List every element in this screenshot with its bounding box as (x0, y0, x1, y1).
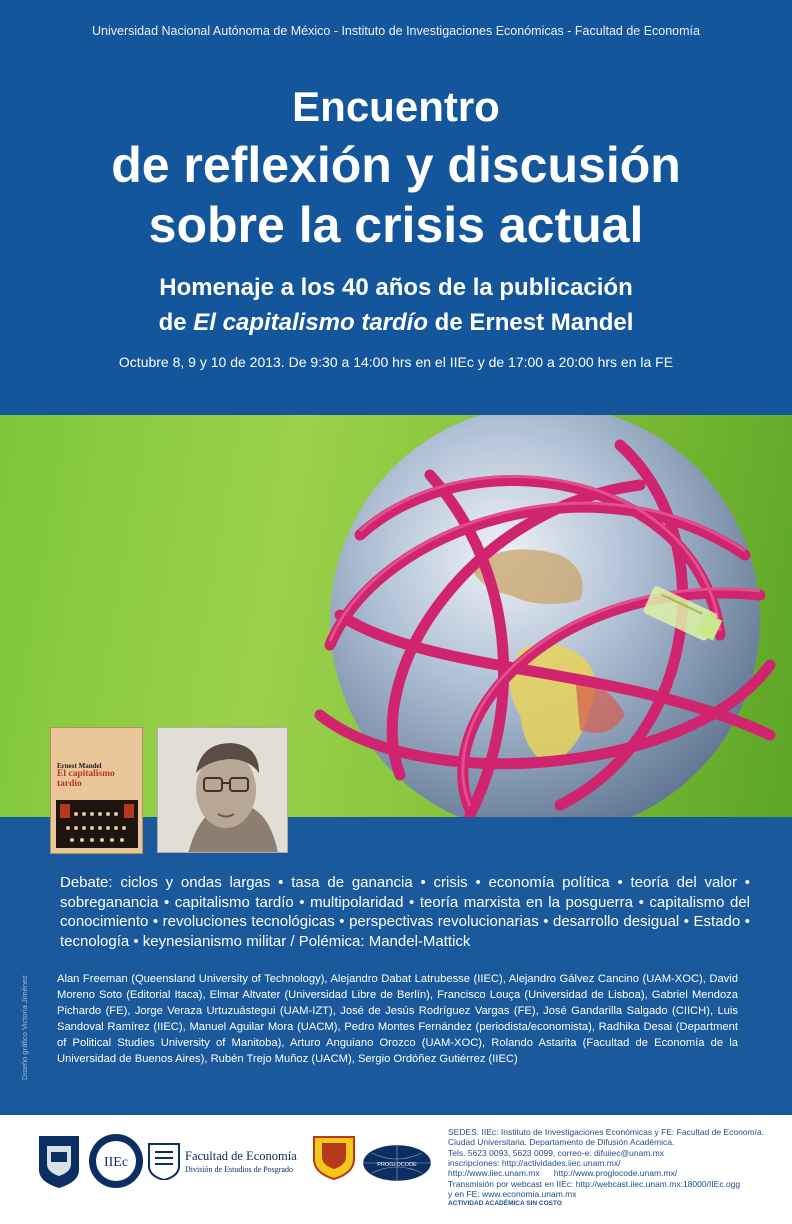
info-line: SEDES: IIEc: Instituto de Investigaciones Económicas y FE: Facultad de Economía. (448, 1127, 765, 1137)
proglocode-globe-icon (360, 1137, 434, 1183)
subtitle-pre: de (158, 309, 194, 336)
event-date: Octubre 8, 9 y 10 de 2013. De 9:30 a 14:00 hrs en el IIEc y de 17:00 a 20:00 hrs en la FE (118, 354, 674, 370)
title-line-1: Encuentro (292, 83, 500, 130)
info-line: http://www.iiec.unam.mx http://www.proglocode.unam.mx/ (448, 1168, 678, 1179)
header-band (0, 0, 792, 415)
proglocode-logo-text: PROGLOCODE (377, 1162, 417, 1168)
book-title (57, 770, 115, 790)
info-line: Tels. 5623 0093, 5623 0099, correo-e: difuiiec@unam.mx (448, 1147, 665, 1158)
book-cover (50, 727, 143, 854)
subtitle-line-1: Homenaje a los 40 años de la publicación (159, 274, 633, 301)
book-cover-artwork (56, 800, 138, 848)
fe-name: Facultad de Economía (185, 1149, 297, 1163)
fe-division: División de Estudios de Posgrado (185, 1165, 293, 1174)
institutions-line: Universidad Nacional Autónoma de México - Instituto de Investigaciones Económicas - Facultad de Economía (92, 24, 700, 38)
shield-logo-icon (312, 1131, 356, 1181)
info-line: Ciudad Universitaria. Departamento de Difusión Académica. (448, 1137, 675, 1148)
footer (0, 1115, 792, 1224)
fe-logo-icon (147, 1140, 181, 1180)
venue-info (448, 1127, 788, 1207)
iiec-logo-text: IIEc (103, 1155, 129, 1170)
ernest-mandel-portrait (157, 727, 288, 853)
debate-topics: Debate: ciclos y ondas largas • tasa de ganancia • crisis • economía política • teoría del valor • sobreganancia • capitalismo tardío • multipolaridad • teoría marxista en la posguerra • capitalismo del conocimiento • revoluciones tecnológicas • perspectivas revolucionarias • desarrollo desigual • Estado • tecnología • keynesianismo militar / Polémica: Mandel-Mattick (60, 874, 750, 950)
info-line: y en FE: www.economia.unam.mx (448, 1189, 577, 1200)
book-title-line-1: El capitalismo (57, 769, 115, 779)
info-line: Transmisión por webcast en IIEc: http://webcast.iiec.unam.mx:18000/IIEc.ogg (448, 1178, 741, 1189)
title-line-2: de reflexión y discusión (111, 137, 681, 193)
unam-logo-icon (35, 1132, 83, 1190)
book-title-line-2: tardío (57, 778, 82, 789)
subtitle-line-2 (0, 309, 792, 338)
design-credit: Diseño gráfico Victoria Jiménez (20, 975, 29, 1080)
subtitle-post: de Ernest Mandel (428, 309, 634, 336)
iiec-logo-icon (87, 1132, 145, 1190)
info-line: inscripciones: http://actividades.iiec.unam.mx/ (448, 1158, 621, 1169)
title-line-3: sobre la crisis actual (148, 197, 644, 253)
subtitle-book-title: El capitalismo tardío (193, 309, 429, 336)
book-author: Ernest Mandel (57, 762, 102, 770)
cost-note: ACTIVIDAD ACADÉMICA SIN COSTO (448, 1199, 562, 1207)
speakers-list: Alan Freeman (Queensland University of Technology), Alejandro Dabat Latrubesse (IIEC), Alejandro Gálvez Cancino (UAM-XOC), David Moreno Soto (Editorial Itaca), Elmar Altvater (Universidad Libre de Berlín), Francisco Louça (Universidad de Lisboa), Gabriel Mendoza Pichardo (FE), Jorge Veraza Urtuzuástegui (UAM-IZT), José de Jesús Rodríguez Vargas (FE), José Gandarilla Salgado (CIICH), Luis Sandoval Ramírez (IIEC), Manuel Aguilar Mora (UACM), Pedro Montes Fernández (periodista/economista), Radhika Desai (Department of Political Studies University of Manitoba), Arturo Anguiano Orozco (UAM-XOC), Rolando Astarita (Facultad de Economía de la Universidad de Buenos Aires), Rubén Trejo Muñoz (UACM), Sergio Ordóñez Gutiérrez (IIEC) (57, 973, 738, 1065)
